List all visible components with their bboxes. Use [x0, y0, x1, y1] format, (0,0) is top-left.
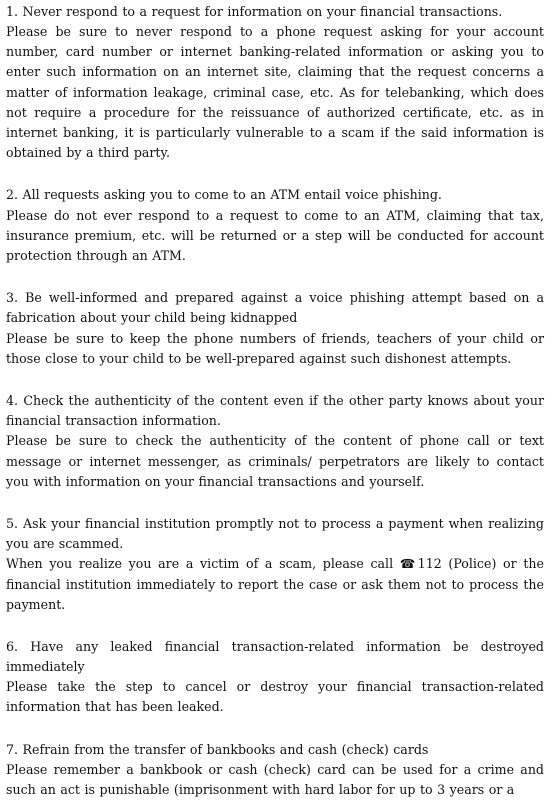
- tip-section-1: [6, 0, 544, 163]
- tip-section-3: [6, 286, 544, 369]
- tip-body: When you realize you are a victim of a scam, please call ☎112 (Police) or the financial institution immediately to report the case or ask them not to process the payment.: [6, 556, 544, 612]
- tip-body: Please be sure to never respond to a phone request asking for your account number, card number or internet banking-related information or asking you to enter such information on an internet site, claiming that the request concerns a matter of information leakage, criminal case, etc. As for telebanking, which does not require a procedure for the reissuance of authorized certificate, etc. as in internet banking, it is particularly vulnerable to a scam if the said information is obtained by a third party.: [6, 24, 544, 161]
- tip-section-4: [6, 389, 544, 492]
- tip-body: Please remember a bankbook or cash (check) card can be used for a crime and such an act is punishable (imprisonment with hard labor for up to 3 years or a: [6, 761, 544, 798]
- tip-heading: 5. Ask your financial institution promptly not to process a payment when realizing you are scammed.: [6, 516, 544, 552]
- tip-body: Please do not ever respond to a request to come to an ATM, claiming that tax, insurance premium, etc. will be returned or a step will be conducted for account protection through an ATM.: [6, 207, 544, 263]
- tip-heading: 4. Check the authenticity of the content even if the other party knows about your financial transaction information.: [6, 393, 544, 429]
- tip-heading: 1. Never respond to a request for information on your financial transactions.: [6, 4, 503, 19]
- tip-heading: 7. Refrain from the transfer of bankbooks and cash (check) cards: [6, 741, 429, 757]
- tip-body: Please be sure to keep the phone numbers of friends, teachers of your child or those close to your child to be well-prepared against such dishonest attempts.: [6, 330, 544, 366]
- tip-body: Please be sure to check the authenticity of the content of phone call or text message or internet messenger, as criminals/ perpetrators are likely to contact you with information on your financial transactions and yourself.: [6, 433, 544, 489]
- tip-heading: 2. All requests asking you to come to an ATM entail voice phishing.: [6, 187, 442, 203]
- tip-heading: 6. Have any leaked financial transaction-related information be destroyed immediately: [6, 639, 544, 675]
- tip-heading: 3. Be well-informed and prepared against a voice phishing attempt based on a fabrication about your child being kidnapped: [6, 290, 544, 326]
- tip-section-5: [6, 512, 544, 615]
- tip-body: Please take the step to cancel or destroy your financial transaction-related information that has been leaked.: [6, 679, 544, 715]
- tip-section-7: [6, 738, 544, 800]
- document-body: [6, 0, 544, 800]
- tip-section-2: [6, 183, 544, 266]
- tip-section-6: [6, 635, 544, 718]
